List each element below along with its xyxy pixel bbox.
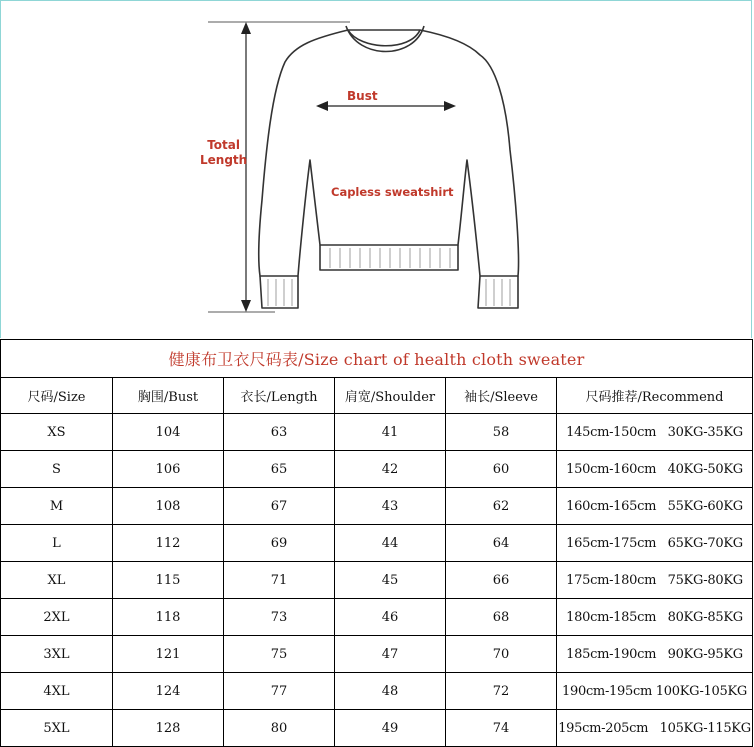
cell-sleeve: 74	[446, 710, 557, 747]
cell-sleeve: 62	[446, 488, 557, 525]
cell-length: 73	[224, 599, 335, 636]
cell-shoulder: 48	[335, 673, 446, 710]
cell-sleeve: 58	[446, 414, 557, 451]
table-header-row	[1, 378, 753, 414]
cell-bust: 128	[113, 710, 224, 747]
cell-size: S	[1, 451, 113, 488]
total-length-label: Total Length	[200, 138, 248, 167]
cell-sleeve: 68	[446, 599, 557, 636]
cell-size: 2XL	[1, 599, 113, 636]
cell-size: L	[1, 525, 113, 562]
cell-length: 67	[224, 488, 335, 525]
table-row	[1, 636, 753, 673]
cell-size: M	[1, 488, 113, 525]
cell-shoulder: 47	[335, 636, 446, 673]
cell-size: 4XL	[1, 673, 113, 710]
cell-shoulder: 45	[335, 562, 446, 599]
cell-length: 80	[224, 710, 335, 747]
cell-shoulder: 44	[335, 525, 446, 562]
table-row	[1, 599, 753, 636]
cell-length: 63	[224, 414, 335, 451]
cell-recommend: 185cm-190cm 90KG-95KG	[557, 636, 753, 673]
table-title-row	[1, 340, 753, 378]
cell-shoulder: 46	[335, 599, 446, 636]
cell-length: 75	[224, 636, 335, 673]
cell-bust: 112	[113, 525, 224, 562]
cell-recommend: 160cm-165cm 55KG-60KG	[557, 488, 753, 525]
table-row	[1, 525, 753, 562]
cell-bust: 121	[113, 636, 224, 673]
cell-recommend: 195cm-205cm 105KG-115KG	[557, 710, 753, 747]
cell-length: 65	[224, 451, 335, 488]
cell-sleeve: 70	[446, 636, 557, 673]
header-length: 衣长/Length	[224, 378, 335, 414]
cell-bust: 108	[113, 488, 224, 525]
header-recommend: 尺码推荐/Recommend	[557, 378, 753, 414]
table-body	[1, 414, 753, 747]
table-row	[1, 710, 753, 747]
cell-bust: 106	[113, 451, 224, 488]
table-row	[1, 562, 753, 599]
cell-bust: 118	[113, 599, 224, 636]
cell-size: XS	[1, 414, 113, 451]
size-chart-table	[0, 339, 753, 747]
cell-sleeve: 64	[446, 525, 557, 562]
cell-length: 77	[224, 673, 335, 710]
cell-bust: 115	[113, 562, 224, 599]
header-bust: 胸围/Bust	[113, 378, 224, 414]
header-shoulder: 肩宽/Shoulder	[335, 378, 446, 414]
header-sleeve: 袖长/Sleeve	[446, 378, 557, 414]
cell-sleeve: 66	[446, 562, 557, 599]
table-row	[1, 488, 753, 525]
cell-recommend: 150cm-160cm 40KG-50KG	[557, 451, 753, 488]
garment-label: Capless sweatshirt	[331, 185, 454, 199]
cell-shoulder: 49	[335, 710, 446, 747]
cell-recommend: 175cm-180cm 75KG-80KG	[557, 562, 753, 599]
cell-size: 3XL	[1, 636, 113, 673]
cell-length: 69	[224, 525, 335, 562]
table-title: 健康布卫衣尺码表/Size chart of health cloth sweater	[1, 340, 753, 378]
table-row	[1, 673, 753, 710]
cell-bust: 104	[113, 414, 224, 451]
cell-sleeve: 60	[446, 451, 557, 488]
cell-length: 71	[224, 562, 335, 599]
cell-shoulder: 41	[335, 414, 446, 451]
cell-size: XL	[1, 562, 113, 599]
cell-recommend: 190cm-195cm 100KG-105KG	[557, 673, 753, 710]
sweatshirt-diagram	[0, 0, 754, 340]
cell-bust: 124	[113, 673, 224, 710]
cell-shoulder: 43	[335, 488, 446, 525]
diagram-frame	[0, 0, 752, 338]
table-row	[1, 414, 753, 451]
table-row	[1, 451, 753, 488]
bust-label: Bust	[347, 89, 378, 103]
cell-recommend: 145cm-150cm 30KG-35KG	[557, 414, 753, 451]
cell-size: 5XL	[1, 710, 113, 747]
cell-recommend: 180cm-185cm 80KG-85KG	[557, 599, 753, 636]
header-size: 尺码/Size	[1, 378, 113, 414]
cell-recommend: 165cm-175cm 65KG-70KG	[557, 525, 753, 562]
cell-shoulder: 42	[335, 451, 446, 488]
cell-sleeve: 72	[446, 673, 557, 710]
